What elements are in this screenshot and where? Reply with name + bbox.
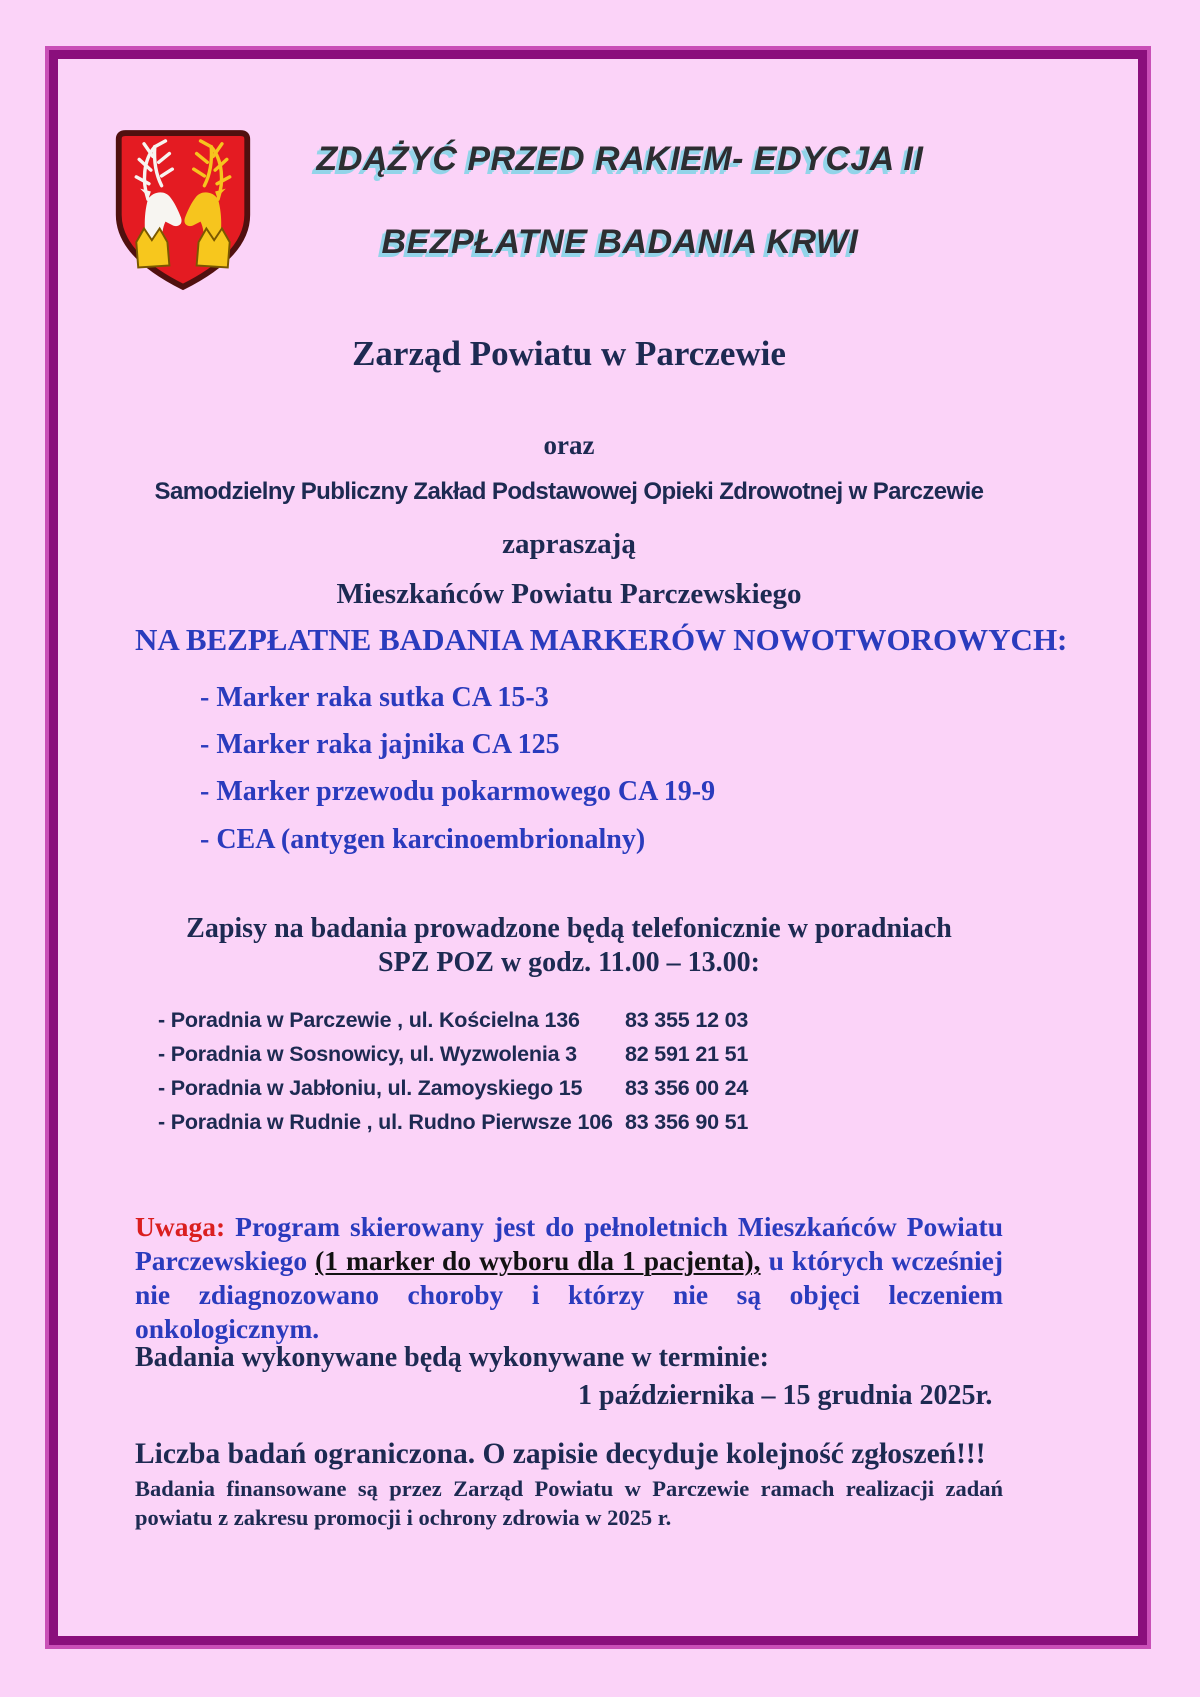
marker-item-ca19-9: - Marker przewodu pokarmowego CA 19-9: [200, 776, 716, 807]
poster-title-line1: ZDĄŻYĆ PRZED RAKIEM- EDYCJA II: [316, 140, 924, 178]
schedule-intro: Badania wykonywane będą wykonywane w terminie:: [135, 1342, 769, 1373]
clinic-row-rudno: [158, 1110, 1018, 1144]
organizer-secondary: Samodzielny Publiczny Zakład Podstawowej Opieki Zdrowotnej w Parczewie: [154, 478, 984, 505]
clinic-phone: 82 591 21 51: [625, 1042, 749, 1066]
clinic-address: - Poradnia w Jabłoniu, ul. Zamoyskiego 15: [158, 1076, 583, 1100]
organizer-primary: Zarząd Powiatu w Parczewie: [352, 334, 786, 373]
notice-underlined-text: (1 marker do wyboru dla 1 pacjenta),: [315, 1245, 761, 1276]
registration-line1: Zapisy na badania prowadzone będą telefonicznie w poradniach: [186, 913, 952, 944]
clinic-row-parczew: [158, 1008, 1018, 1042]
clinic-row-sosnowica: [158, 1042, 1018, 1076]
clinic-phone: 83 356 90 51: [625, 1110, 749, 1134]
clinic-phone-list: [158, 1008, 1018, 1144]
schedule-dates: 1 października – 15 grudnia 2025r.: [578, 1380, 993, 1411]
notice-label: Uwaga:: [135, 1211, 226, 1242]
poster-title-line2: BEZPŁATNE BADANIA KRWI: [381, 223, 859, 261]
program-title: NA BEZPŁATNE BADANIA MARKERÓW NOWOTWOROWYCH:: [135, 622, 1068, 657]
notice-text-part2: u których wcześniej nie zdiagnozowano choroby i którzy nie są objęci leczeniem onkologicznym.: [135, 1245, 1003, 1344]
notice-paragraph: [135, 1210, 1003, 1346]
poster-header: [250, 140, 990, 262]
conjunction-text: oraz: [543, 430, 595, 460]
registration-info: [135, 912, 1003, 980]
audience-text: Mieszkańców Powiatu Parczewskiego: [336, 578, 802, 610]
notice-text-part1: Program skierowany jest do pełnoletnich Mieszkańców Powiatu Parczewskiego: [135, 1211, 1003, 1276]
clinic-row-jablon: [158, 1076, 1018, 1110]
registration-line2: SPZ POZ w godz. 11.00 – 13.00:: [378, 947, 760, 978]
invitation-text: zapraszają: [502, 528, 636, 560]
clinic-phone: 83 356 00 24: [625, 1076, 749, 1100]
clinic-address: - Poradnia w Sosnowicy, ul. Wyzwolenia 3: [158, 1042, 577, 1066]
clinic-phone: 83 355 12 03: [625, 1008, 749, 1032]
marker-item-ca125: - Marker raka jajnika CA 125: [200, 729, 560, 760]
marker-item-ca15-3: - Marker raka sutka CA 15-3: [200, 682, 549, 713]
clinic-address: - Poradnia w Rudnie , ul. Rudno Pierwsze 106: [158, 1110, 613, 1134]
clinic-address: - Poradnia w Parczewie , ul. Kościelna 136: [158, 1008, 580, 1032]
funding-notice: Badania finansowane są przez Zarząd Powiatu w Parczewie ramach realizacji zadań powiatu z zakresu promocji i ochrony zdrowia w 2025 r.: [135, 1476, 1003, 1530]
limit-notice: Liczba badań ograniczona. O zapisie decyduje kolejność zgłoszeń!!!: [135, 1438, 986, 1470]
parczew-coat-of-arms-icon: [110, 126, 256, 294]
marker-item-cea: - CEA (antygen karcinoembrionalny): [200, 824, 646, 855]
